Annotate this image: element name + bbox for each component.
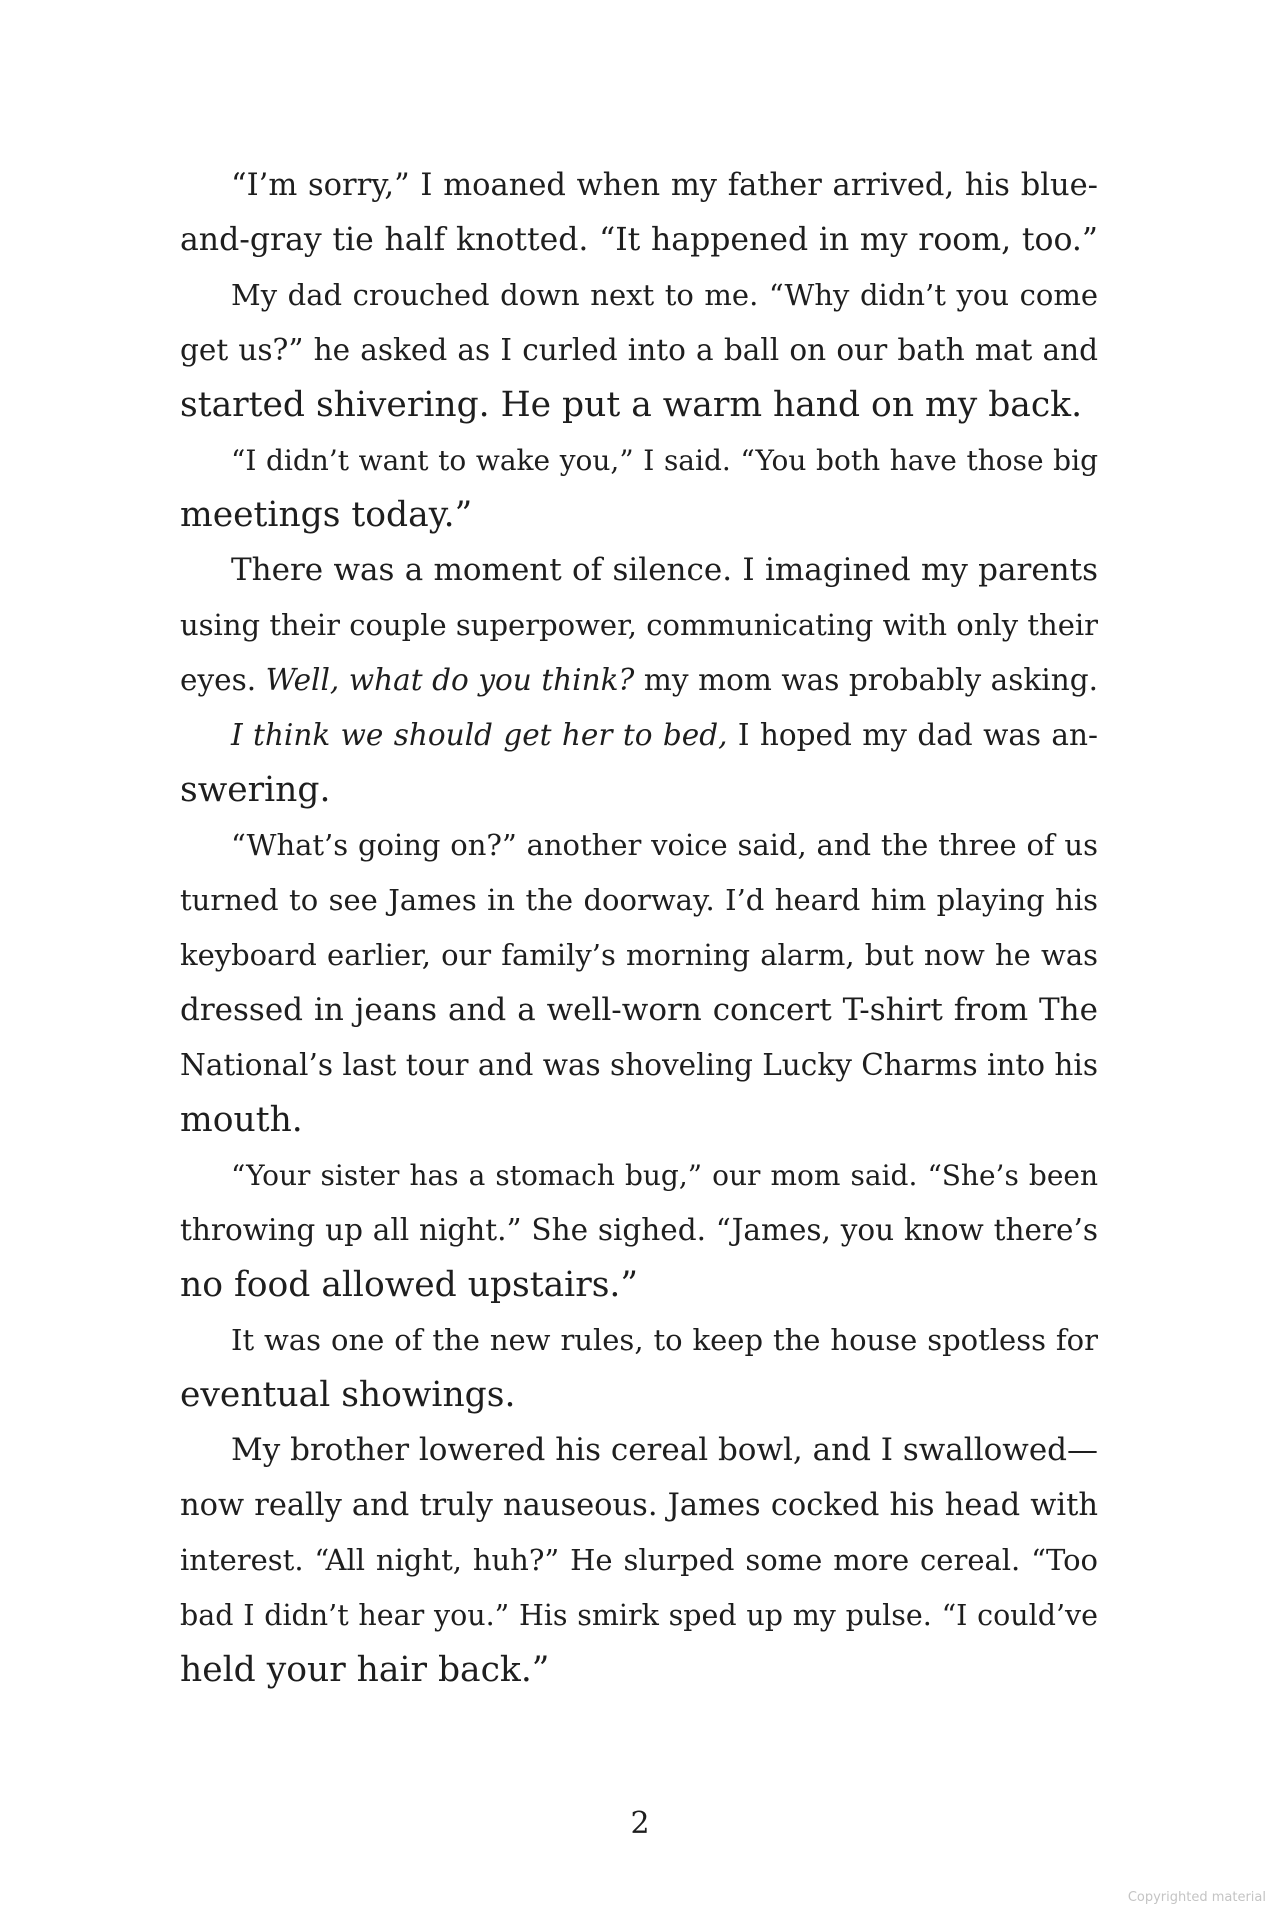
text-line: “Your sister has a stomach bug,” our mom said. “She’s been xyxy=(231,1159,1098,1192)
text-line: throwing up all night.” She sighed. “James, you know there’s xyxy=(180,1213,1098,1247)
text-line: started shivering. He put a warm hand on my back. xyxy=(180,385,1083,425)
text-line: My dad crouched down next to me. “Why didn’t you come xyxy=(231,278,1098,312)
text-line: and-gray tie half knotted. “It happened in my room, too.” xyxy=(180,222,1098,258)
page-number: 2 xyxy=(630,1806,650,1841)
text-line: “I didn’t want to wake you,” I said. “You both have those big xyxy=(231,444,1098,477)
text-line xyxy=(180,653,1098,708)
text-line: swering. xyxy=(180,770,331,810)
text-line: meetings today.” xyxy=(180,495,473,535)
text-line xyxy=(180,708,1098,763)
text-line: National’s last tour and was shoveling Lucky Charms into his xyxy=(180,1048,1098,1082)
text-line: no food allowed upstairs.” xyxy=(180,1265,639,1305)
text-line: turned to see James in the doorway. I’d heard him playing his xyxy=(180,883,1098,917)
text-line: get us?” he asked as I curled into a ball on our bath mat and xyxy=(180,333,1098,367)
text-span: my mom was probably asking. xyxy=(634,663,1098,697)
text-span: eyes. xyxy=(180,663,266,697)
text-line: My brother lowered his cereal bowl, and I swallowed— xyxy=(231,1432,1099,1468)
copyright-watermark: Copyrighted material xyxy=(1127,1890,1266,1905)
text-line: eventual showings. xyxy=(180,1375,516,1415)
text-line: There was a moment of silence. I imagined my parents xyxy=(231,552,1098,588)
text-line: “What’s going on?” another voice said, and the three of us xyxy=(231,828,1098,862)
body-text xyxy=(180,158,1098,1698)
text-line: “I’m sorry,” I moaned when my father arrived, his blue- xyxy=(231,168,1098,203)
text-line: mouth. xyxy=(180,1100,303,1140)
text-line: now really and truly nauseous. James cocked his head with xyxy=(180,1488,1098,1523)
text-line: bad I didn’t hear you.” His smirk sped up my pulse. “I could’ve xyxy=(180,1599,1098,1632)
text-line: It was one of the new rules, to keep the house spotless for xyxy=(231,1323,1098,1357)
italic-text: I think we should get her to bed, xyxy=(231,718,728,752)
text-line: keyboard earlier, our family’s morning alarm, but now he was xyxy=(180,938,1098,972)
text-line: interest. “All night, huh?” He slurped some more cereal. “Too xyxy=(180,1543,1098,1577)
text-line: dressed in jeans and a well-worn concert T-shirt from The xyxy=(180,992,1098,1028)
italic-text: Well, what do you think? xyxy=(265,663,635,697)
text-span: I hoped my dad was an- xyxy=(727,718,1098,752)
text-line: using their couple superpower, communicating with only their xyxy=(180,608,1098,642)
text-line: held your hair back.” xyxy=(180,1650,550,1690)
